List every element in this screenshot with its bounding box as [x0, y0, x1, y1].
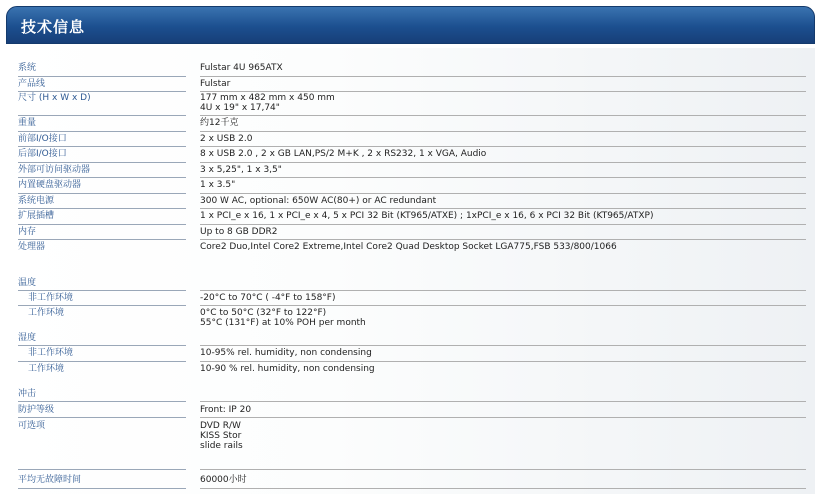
section-title: 技术信息: [21, 18, 86, 36]
spec-label: 冲击: [18, 389, 37, 399]
spec-value: 3 x 5,25", 1 x 3,5": [200, 165, 282, 175]
spec-value: 2 x USB 2.0: [200, 134, 253, 144]
spec-label: 工作环境: [28, 308, 65, 318]
spec-label: 系统: [18, 63, 37, 73]
spec-label: 后部I/O接口: [18, 149, 67, 159]
spec-label: 平均无故障时间: [18, 475, 82, 485]
spec-label: 尺寸 (H x W x D): [18, 93, 91, 103]
spec-value: Fulstar 4U 965ATX: [200, 63, 283, 73]
spec-value: Front: IP 20: [200, 405, 252, 415]
spec-value: 1 x 3.5": [200, 180, 236, 190]
spec-value: 1 x PCI_e x 16, 1 x PCI_e x 4, 5 x PCI 32 Bit (KT965/ATXE) ; 1xPCI_e x 16, 6 x PCI 32 Bit (KT965/ATXP): [200, 211, 654, 221]
spec-label: 工作环境: [28, 364, 65, 374]
spec-label: 外部可访问驱动器: [18, 165, 91, 175]
spec-label: 非工作环境: [28, 348, 74, 358]
spec-label: 重量: [18, 118, 37, 128]
spec-label: 产品线: [18, 79, 46, 89]
spec-value: 10-95% rel. humidity, non condensing: [200, 348, 372, 358]
section-header: [6, 6, 815, 44]
spec-label: 扩展插槽: [18, 211, 55, 221]
spec-value: 177 mm x 482 mm x 450 mm 4U x 19" x 17,74": [200, 93, 335, 113]
spec-label: 可选项: [18, 421, 46, 431]
spec-label: 内置硬盘驱动器: [18, 180, 82, 190]
spec-label: 温度: [18, 278, 37, 288]
spec-label: 内存: [18, 227, 37, 237]
spec-value: Fulstar: [200, 79, 231, 89]
spec-label: 防护等级: [18, 405, 55, 415]
spec-value: 约12千克: [200, 118, 239, 128]
spec-label: 处理器: [18, 242, 46, 252]
spec-label: 系统电源: [18, 196, 55, 206]
spec-value: Up to 8 GB DDR2: [200, 227, 278, 237]
spec-label: 前部I/O接口: [18, 134, 67, 144]
spec-value: 300 W AC, optional: 650W AC(80+) or AC redundant: [200, 196, 437, 206]
spec-value: -20°C to 70°C ( -4°F to 158°F): [200, 293, 336, 303]
spec-value: 60000小时: [200, 475, 247, 485]
spec-value: 0°C to 50°C (32°F to 122°F) 55°C (131°F) at 10% POH per month: [200, 308, 366, 328]
spec-value: 10-90 % rel. humidity, non condensing: [200, 364, 375, 374]
spec-value: DVD R/W KISS Stor slide rails: [200, 421, 243, 451]
spec-value: Core2 Duo,Intel Core2 Extreme,Intel Core2 Quad Desktop Socket LGA775,FSB 533/800/1066: [200, 242, 617, 252]
spec-label: 非工作环境: [28, 293, 74, 303]
spec-value: 8 x USB 2.0 , 2 x GB LAN,PS/2 M+K , 2 x RS232, 1 x VGA, Audio: [200, 149, 487, 159]
spec-label: 湿度: [18, 333, 37, 343]
